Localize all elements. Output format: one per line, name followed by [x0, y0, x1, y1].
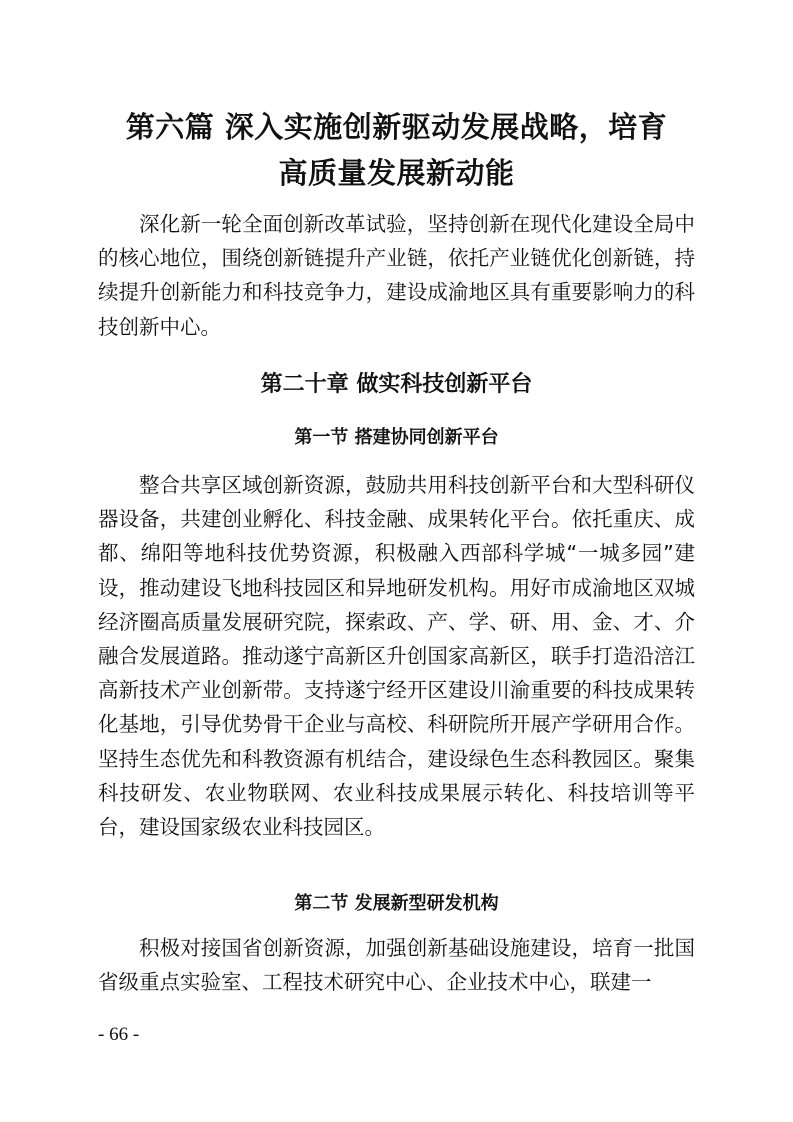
section-2-paragraph: 积极对接国省创新资源，加强创新基础设施建设，培育一批国省级重点实验室、工程技术研究中心、企业技术中心，联建一 [98, 936, 695, 995]
part-title [60, 104, 733, 196]
section-1-paragraph: 整合共享区域创新资源，鼓励共用科技创新平台和大型科研仪器设备，共建创业孵化、科技金融、成果转化平台。依托重庆、成都、绵阳等地科技优势资源，积极融入西部科学城“一城多园”建设，推动建设飞地科技园区和异地研发机构。用好市成渝地区双城经济圈高质量发展研究院，探索政、产、学、研、用、金、才、介融合发展道路。推动遂宁高新区升创国家高新区，联手打造沿涪江高新技术产业创新带。支持遂宁经开区建设川渝重要的科技成果转化基地，引导优势骨干企业与高校、科研院所开展产学研用合作。坚持生态优先和科教资源有机结合，建设绿色生态科教园区。聚集科技研发、农业物联网、农业科技成果展示转化、科技培训等平台，建设国家级农业科技园区。 [98, 473, 695, 840]
chapter-title: 第二十章 做实科技创新平台 [260, 372, 533, 397]
page-number: - 66 - [98, 1024, 140, 1045]
section-1-title: 第一节 搭建协同创新平台 [294, 427, 499, 448]
part-title-line-2: 高质量发展新动能 [278, 156, 515, 190]
intro-paragraph: 深化新一轮全面创新改革试验，坚持创新在现代化建设全局中的核心地位，围绕创新链提升产业链，依托产业链优化创新链，持续提升创新能力和科技竞争力，建设成渝地区具有重要影响力的科技创新中心。 [98, 212, 695, 339]
part-title-line-1: 第六篇 深入实施创新驱动发展战略，培育 [125, 110, 668, 144]
section-2-title: 第二节 发展新型研发机构 [294, 893, 499, 914]
